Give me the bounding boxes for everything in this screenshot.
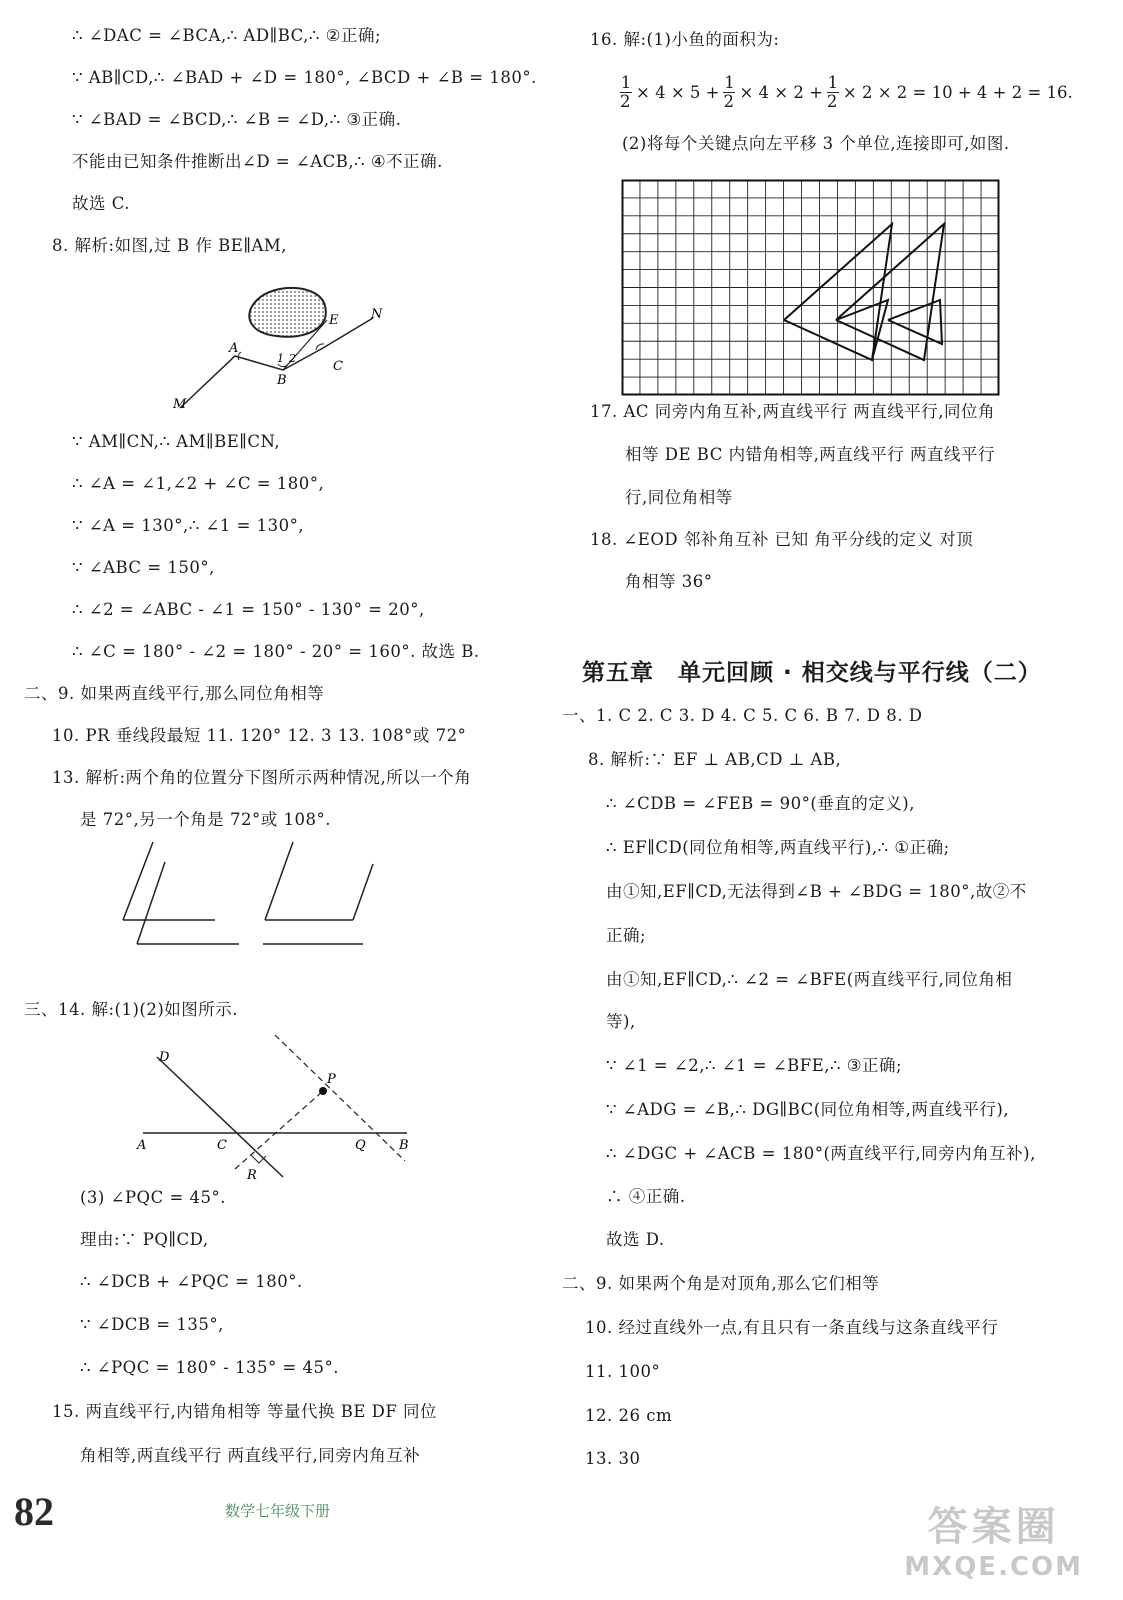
- text-line: 11. 100°: [585, 1362, 661, 1381]
- text-line: 相等 DE BC 内错角相等,两直线平行 两直线平行: [625, 445, 996, 464]
- figure-q8: [165, 278, 405, 438]
- fig14-label-b: B: [399, 1138, 409, 1153]
- text-line: 8. 解析:如图,过 B 作 BE∥AM,: [52, 236, 287, 255]
- text-line: ∵ ∠A = 130°,∴ ∠1 = 130°,: [72, 516, 305, 535]
- text-line: ∵ ∠1 = ∠2,∴ ∠1 = ∠BFE,∴ ③正确;: [606, 1056, 903, 1075]
- fig14-label-a: A: [137, 1138, 147, 1153]
- fig14-label-d: D: [159, 1050, 170, 1065]
- fig8-label-b: B: [277, 373, 287, 388]
- watermark-logo-text: 答案圈: [927, 1504, 1060, 1550]
- text-line: 17. AC 同旁内角互补,两直线平行 两直线平行,同位角: [590, 402, 996, 421]
- text-line: ∴ ∠DAC = ∠BCA,∴ AD∥BC,∴ ②正确;: [72, 26, 382, 45]
- text-line: 是 72°,另一个角是 72°或 108°.: [80, 810, 331, 829]
- text-line: 16. 解:(1)小鱼的面积为:: [590, 30, 780, 49]
- text-line: 理由:∵ PQ∥CD,: [80, 1230, 209, 1249]
- text-line: ∴ ∠DGC + ∠ACB = 180°(两直线平行,同旁内角互补),: [606, 1144, 1036, 1163]
- book-subtitle: 数学七年级下册: [225, 1502, 331, 1520]
- chapter-heading: 第五章 单元回顾 · 相交线与平行线（二）: [582, 660, 1042, 686]
- fig8-label-2: 2: [289, 352, 296, 365]
- text-line: 故选 D.: [606, 1230, 665, 1249]
- text-line: 角相等,两直线平行 两直线平行,同旁内角互补: [80, 1446, 421, 1465]
- text-line: 正确;: [606, 926, 647, 945]
- fig14-label-q: Q: [355, 1138, 366, 1153]
- fig8-label-a: A: [229, 341, 239, 356]
- text-line: 10. PR 垂线段最短 11. 120° 12. 3 13. 108°或 72°: [52, 726, 467, 745]
- watermark: [904, 1495, 1083, 1582]
- text-line: ∵ AM∥CN,∴ AM∥BE∥CN,: [72, 432, 281, 451]
- text-line: 10. 经过直线外一点,有且只有一条直线与这条直线平行: [585, 1318, 999, 1337]
- text-line: 角相等 36°: [625, 572, 713, 591]
- text-line: ∴ EF∥CD(同位角相等,两直线平行),∴ ①正确;: [606, 838, 950, 857]
- text-line: ∴ ④正确.: [606, 1187, 686, 1206]
- text-line: ∵ ∠ABC = 150°,: [72, 558, 215, 577]
- text-line: 13. 30: [585, 1449, 641, 1468]
- text-line: ∴ ∠DCB + ∠PQC = 180°.: [80, 1272, 303, 1291]
- fig14-label-p: P: [327, 1072, 336, 1087]
- text-line: ∴ ∠2 = ∠ABC - ∠1 = 150° - 130° = 20°,: [72, 600, 425, 619]
- page-number: 82: [14, 1489, 54, 1534]
- text-line: 15. 两直线平行,内错角相等 等量代换 BE DF 同位: [52, 1402, 438, 1421]
- text-line: ∵ ∠BAD = ∠BCD,∴ ∠B = ∠D,∴ ③正确.: [72, 110, 402, 129]
- fig14-label-r: R: [247, 1168, 257, 1183]
- fig8-label-e: E: [329, 313, 339, 328]
- text-line: ∴ ∠PQC = 180° - 135° = 45°.: [80, 1358, 339, 1377]
- text-line: 行,同位角相等: [625, 488, 733, 507]
- fig8-label-n: N: [371, 307, 383, 322]
- text-line: 由①知,EF∥CD,∴ ∠2 = ∠BFE(两直线平行,同位角相: [606, 970, 1013, 989]
- text-line: (2)将每个关键点向左平移 3 个单位,连接即可,如图.: [622, 134, 1010, 153]
- text-line: 三、14. 解:(1)(2)如图所示.: [24, 1000, 239, 1019]
- text-line: 一、1. C 2. C 3. D 4. C 5. C 6. B 7. D 8. D: [562, 706, 923, 725]
- fig8-label-1: 1: [277, 352, 284, 365]
- text-line: 二、9. 如果两个角是对顶角,那么它们相等: [562, 1274, 880, 1293]
- text-line: 13. 解析:两个角的位置分下图所示两种情况,所以一个角: [52, 768, 472, 787]
- fig8-label-m: M: [173, 397, 187, 412]
- shaded-region: [249, 288, 326, 337]
- text-line: 由①知,EF∥CD,无法得到∠B + ∠BDG = 180°,故②不: [606, 882, 1027, 901]
- text-line: 故选 C.: [72, 194, 131, 213]
- text-line: 不能由已知条件推断出∠D = ∠ACB,∴ ④不正确.: [72, 152, 443, 171]
- text-line: ∵ AB∥CD,∴ ∠BAD + ∠D = 180°, ∠BCD + ∠B = 180°.: [72, 68, 537, 87]
- figure-q13: [115, 838, 375, 958]
- text-line: ∴ ∠CDB = ∠FEB = 90°(垂直的定义),: [606, 794, 915, 813]
- figure-q14: [135, 1045, 425, 1185]
- text-line: 8. 解析:∵ EF ⊥ AB,CD ⊥ AB,: [588, 750, 842, 769]
- figure-q16-grid: [622, 180, 1000, 396]
- text-line: 二、9. 如果两直线平行,那么同位角相等: [24, 684, 325, 703]
- text-line: 等),: [606, 1012, 636, 1031]
- text-line: (3) ∠PQC = 45°.: [80, 1188, 227, 1207]
- fig8-label-c: C: [333, 359, 343, 374]
- area-formula: $\frac{1}{2}$ × 4 × 5 + $\frac{1}{2}$ × 4 × 2 + $\frac{1}{2}$ × 2 × 2 = 10 + 4 + 2 = 16.: [620, 72, 1073, 111]
- text-line: 12. 26 cm: [585, 1406, 673, 1425]
- text-line: ∵ ∠DCB = 135°,: [80, 1315, 224, 1334]
- text-line: ∴ ∠C = 180° - ∠2 = 180° - 20° = 160°. 故选 B.: [72, 642, 480, 661]
- fig14-label-c: C: [217, 1138, 227, 1153]
- text-line: 18. ∠EOD 邻补角互补 已知 角平分线的定义 对顶: [590, 530, 974, 549]
- text-line: ∵ ∠ADG = ∠B,∴ DG∥BC(同位角相等,两直线平行),: [606, 1100, 1010, 1119]
- watermark-url: MXQE.COM: [904, 1552, 1083, 1582]
- text-line: ∴ ∠A = ∠1,∠2 + ∠C = 180°,: [72, 474, 325, 493]
